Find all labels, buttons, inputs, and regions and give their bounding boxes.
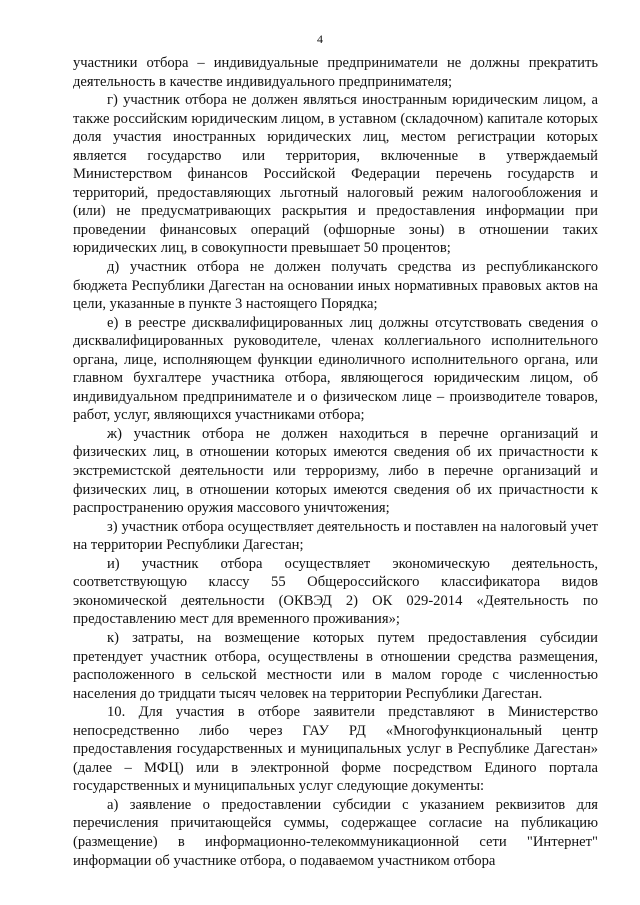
paragraph-item-a: а) заявление о предоставлении субсидии с указанием реквизитов для перечисления причитающейся суммы, содержащее согласие на публикацию (размещение) в информационно-телекоммуникационной сети "Интернет" информации об участнике отбора, о подаваемом участником отбора bbox=[73, 796, 598, 869]
paragraph-item-k: к) затраты, на возмещение которых путем предоставления субсидии претендует участник отбора, осуществлены в отношении средства размещения, расположенного в сельской местности или в малом городе с численностью населения до тридцати тысяч человек на территории Республики Дагестан. bbox=[73, 629, 598, 702]
document-body bbox=[73, 54, 598, 870]
page-number: 4 bbox=[317, 32, 323, 46]
paragraph-item-z: з) участник отбора осуществляет деятельность и поставлен на налоговый учет на территории Республики Дагестан; bbox=[73, 518, 598, 554]
paragraph-item-e: е) в реестре дисквалифицированных лиц должны отсутствовать сведения о дисквалифицированных руководителе, членах коллегиального исполнительного органа, лице, исполняющем функции единоличного исполнительного органа, или главном бухгалтере участника отбора, являющегося юридическим лицом, об индивидуальном предпринимателе и о физическом лице – производителе товаров, работ, услуг, являющихся участниками отбора; bbox=[73, 314, 598, 424]
paragraph-item-zh: ж) участник отбора не должен находиться в перечне организаций и физических лиц, в отношении которых имеются сведения об их причастности к экстремистской деятельности или терроризму, либо в перечне организаций и физических лиц, в отношении которых имеются сведения об их причастности к распространению оружия массового уничтожения; bbox=[73, 425, 598, 517]
paragraph-continuation: участники отбора – индивидуальные предприниматели не должны прекратить деятельность в качестве индивидуального предпринимателя; bbox=[73, 55, 598, 90]
paragraph-item-d: д) участник отбора не должен получать средства из республиканского бюджета Республики Дагестан на основании иных нормативных правовых актов на цели, указанные в пункте 3 настоящего Порядка; bbox=[73, 259, 598, 313]
paragraph-item-g: г) участник отбора не должен являться иностранным юридическим лицом, а также российским юридическим лицом, в уставном (складочном) капитале которых доля участия иностранных юридических лиц, местом регистрации которых является государство или территория, включенные в утверждаемый Министерством финансов Российской Федерации перечень государств и территорий, предоставляющих льготный налоговый режим налогообложения и (или) не предусматривающих раскрытия и предоставления информации при проведении финансовых операций (офшорные зоны) в отношении таких юридических лиц, в совокупности превышает 50 процентов; bbox=[73, 92, 598, 257]
paragraph-item-i: и) участник отбора осуществляет экономическую деятельность, соответствующую классу 55 Общероссийского классификатора видов экономической деятельности (ОКВЭД 2) ОК 029-2014 «Деятельность по предоставлению мест для временного проживания»; bbox=[73, 555, 598, 628]
paragraph-section-10: 10. Для участия в отборе заявители представляют в Министерство непосредственно либо через ГАУ РД «Многофункциональный центр предоставления государственных и муниципальных услуг в Республике Дагестан» (далее – МФЦ) или в электронной форме посредством Единого портала государственных и муниципальных услуг следующие документы: bbox=[73, 704, 598, 795]
